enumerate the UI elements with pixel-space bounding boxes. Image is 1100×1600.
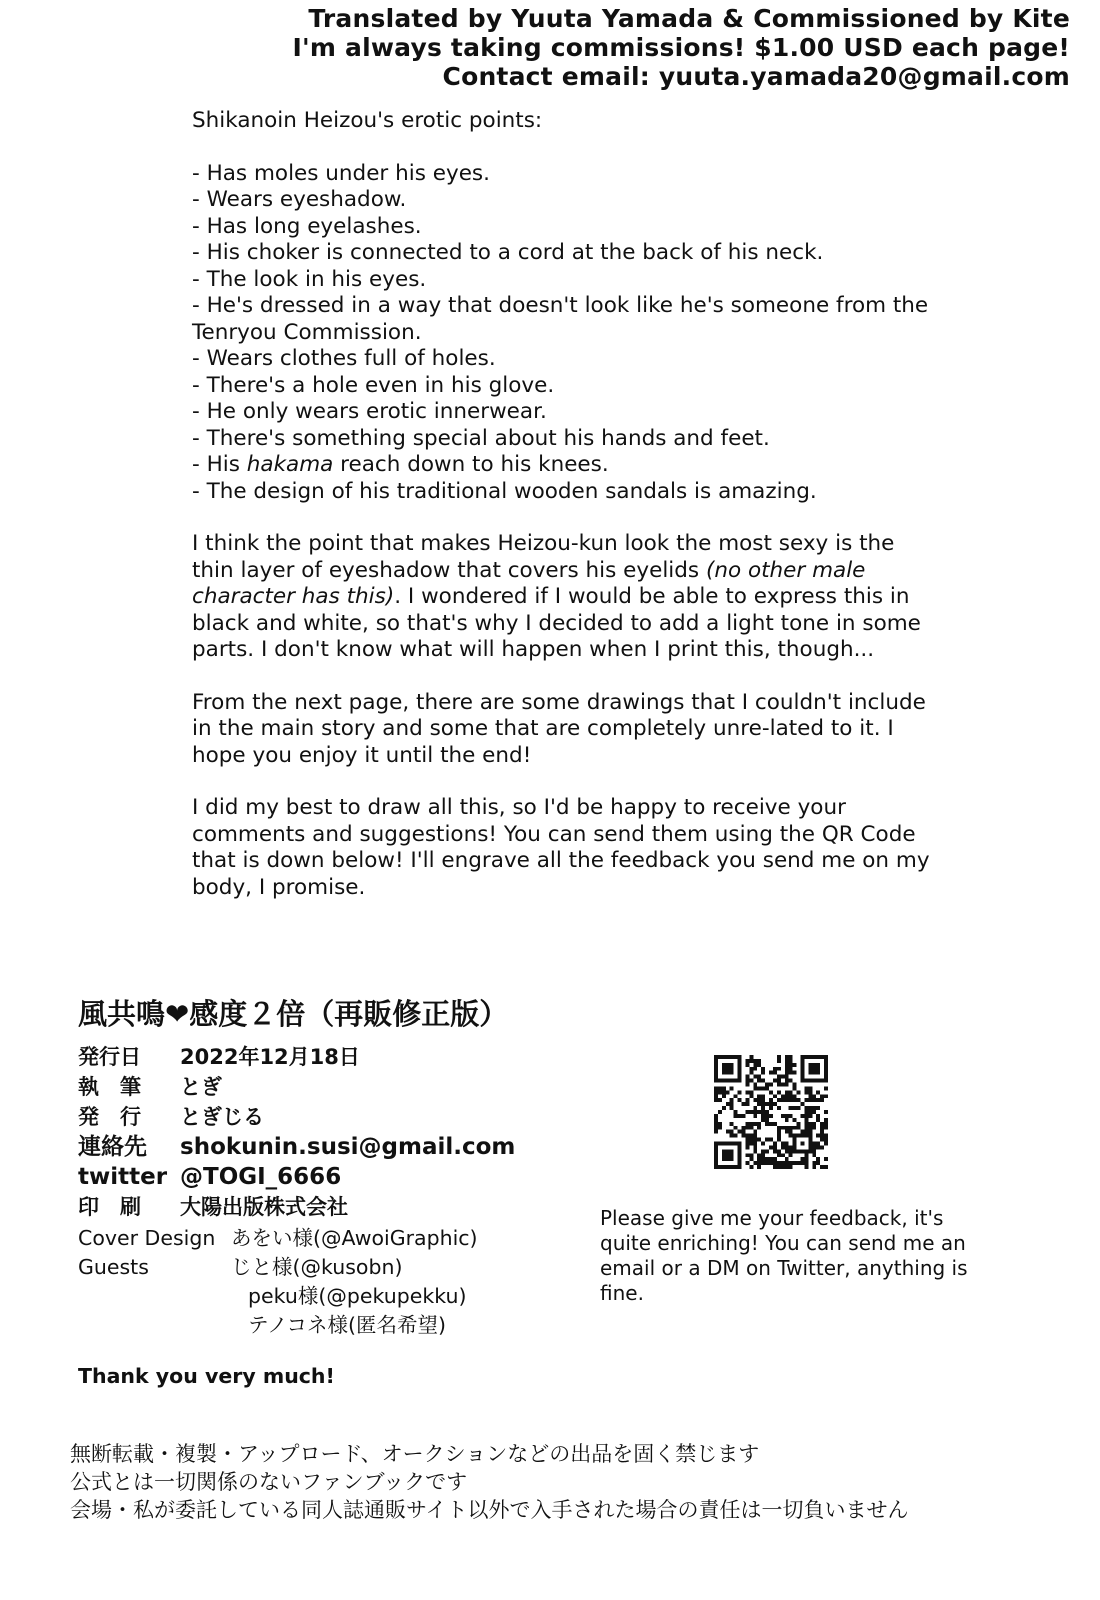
list-item: - He only wears erotic innerwear. xyxy=(192,399,547,424)
guest-row xyxy=(78,1282,478,1311)
row-label: 発 行 xyxy=(78,1105,141,1129)
row-value: とぎじる xyxy=(180,1105,264,1129)
row-value: 大陽出版株式会社 xyxy=(180,1195,348,1219)
list-item: - Has long eyelashes. xyxy=(192,213,422,239)
row-label: twitter xyxy=(78,1164,168,1190)
text-fragment: I think the point that makes Heizou-kun look the most sexy is the thin layer of eyeshadow that covers his eyelids xyxy=(192,531,895,583)
text-fragment: - His xyxy=(192,452,247,477)
row-label: 発行日 xyxy=(78,1045,141,1069)
list-item: - The look in his eyes. xyxy=(192,266,427,292)
colophon xyxy=(78,996,638,1222)
afterword-heading: Shikanoin Heizou's erotic points: xyxy=(192,108,543,133)
row-value: shokunin.susi@gmail.com xyxy=(180,1134,516,1160)
italic-aside: (no other male character has this) xyxy=(192,557,866,609)
thank-you-text: Thank you very much! xyxy=(78,1364,335,1388)
row-value: とぎ xyxy=(180,1075,222,1099)
list-item-hakama xyxy=(192,452,932,479)
erotic-points-list xyxy=(192,161,932,506)
qr-code xyxy=(714,1055,828,1169)
guests-row xyxy=(78,1253,478,1282)
translator-credits xyxy=(293,4,1071,91)
italic-term: hakama xyxy=(246,452,334,477)
guest-name: じと様(@kusobn) xyxy=(231,1255,403,1279)
paragraph-next-page: From the next page, there are some drawings that I couldn't include in the main story and some that are completely unre-lated to it. I hope you enjoy it until the end! xyxy=(192,689,926,768)
guest-name: テノコネ様(匿名希望) xyxy=(248,1313,447,1337)
paragraph-feedback-request: I did my best to draw all this, so I'd be happy to receive your comments and suggestions! You can send them using the QR Code that is down below! I'll engrave all the feedback you send me on my body, I promise. xyxy=(192,795,930,900)
cover-design-row xyxy=(78,1224,478,1253)
book-title: 風共鳴❤感度２倍（再販修正版） xyxy=(78,997,509,1031)
paragraph-eyeshadow xyxy=(192,531,932,664)
row-value: 2022年12月18日 xyxy=(180,1045,360,1069)
cover-design-label: Cover Design xyxy=(78,1226,216,1250)
credit-line-commissions: I'm always taking commissions! $1.00 USD each page! xyxy=(292,33,1070,62)
text-fragment: reach down to his knees. xyxy=(333,452,609,477)
list-item: - There's something special about his hands and feet. xyxy=(192,425,770,451)
guest-row xyxy=(78,1311,478,1340)
credit-line-translator: Translated by Yuuta Yamada & Commissioned by Kite xyxy=(308,4,1070,33)
colophon-row-publisher xyxy=(78,1102,638,1132)
cover-design-value: あをい様(@AwoiGraphic) xyxy=(231,1226,478,1250)
colophon-row-date xyxy=(78,1042,638,1072)
notice-line: 会場・私が委託している同人誌通販サイト以外で入手された場合の責任は一切負いません xyxy=(70,1498,909,1522)
row-label: 執 筆 xyxy=(78,1075,141,1099)
list-item: - There's a hole even in his glove. xyxy=(192,372,555,398)
afterword-text xyxy=(192,108,932,927)
guest-name: peku様(@pekupekku) xyxy=(248,1284,467,1308)
list-item: - He's dressed in a way that doesn't look like he's someone from the Tenryou Commission. xyxy=(192,293,929,345)
staff-credits xyxy=(78,1224,478,1340)
guests-label: Guests xyxy=(78,1255,149,1279)
feedback-note: Please give me your feedback, it's quite enriching! You can send me an email or a DM on Twitter, anything is fine. xyxy=(600,1206,968,1305)
colophon-row-printer xyxy=(78,1192,638,1222)
legal-notice xyxy=(70,1440,909,1524)
colophon-row-twitter xyxy=(78,1162,638,1192)
list-item: - The design of his traditional wooden sandals is amazing. xyxy=(192,478,817,504)
row-value: @TOGI_6666 xyxy=(180,1164,342,1190)
row-label: 連絡先 xyxy=(78,1134,147,1160)
text-fragment: . I wondered if I would be able to express this in black and white, so that's why I decided to add a light tone in some parts. I don't know what will happen when I print this, though... xyxy=(192,584,921,662)
list-item: - Wears clothes full of holes. xyxy=(192,346,496,371)
list-item: - Has moles under his eyes. xyxy=(192,160,490,186)
list-item: - His choker is connected to a cord at the back of his neck. xyxy=(192,240,824,265)
credit-line-contact: Contact email: yuuta.yamada20@gmail.com xyxy=(442,62,1070,91)
notice-line: 公式とは一切関係のないファンブックです xyxy=(70,1470,468,1494)
colophon-row-contact xyxy=(78,1132,638,1162)
colophon-row-author xyxy=(78,1072,638,1102)
notice-line: 無断転載・複製・アップロード、オークションなどの出品を固く禁じます xyxy=(70,1442,760,1466)
row-label: 印 刷 xyxy=(78,1195,141,1219)
list-item: - Wears eyeshadow. xyxy=(192,187,407,212)
